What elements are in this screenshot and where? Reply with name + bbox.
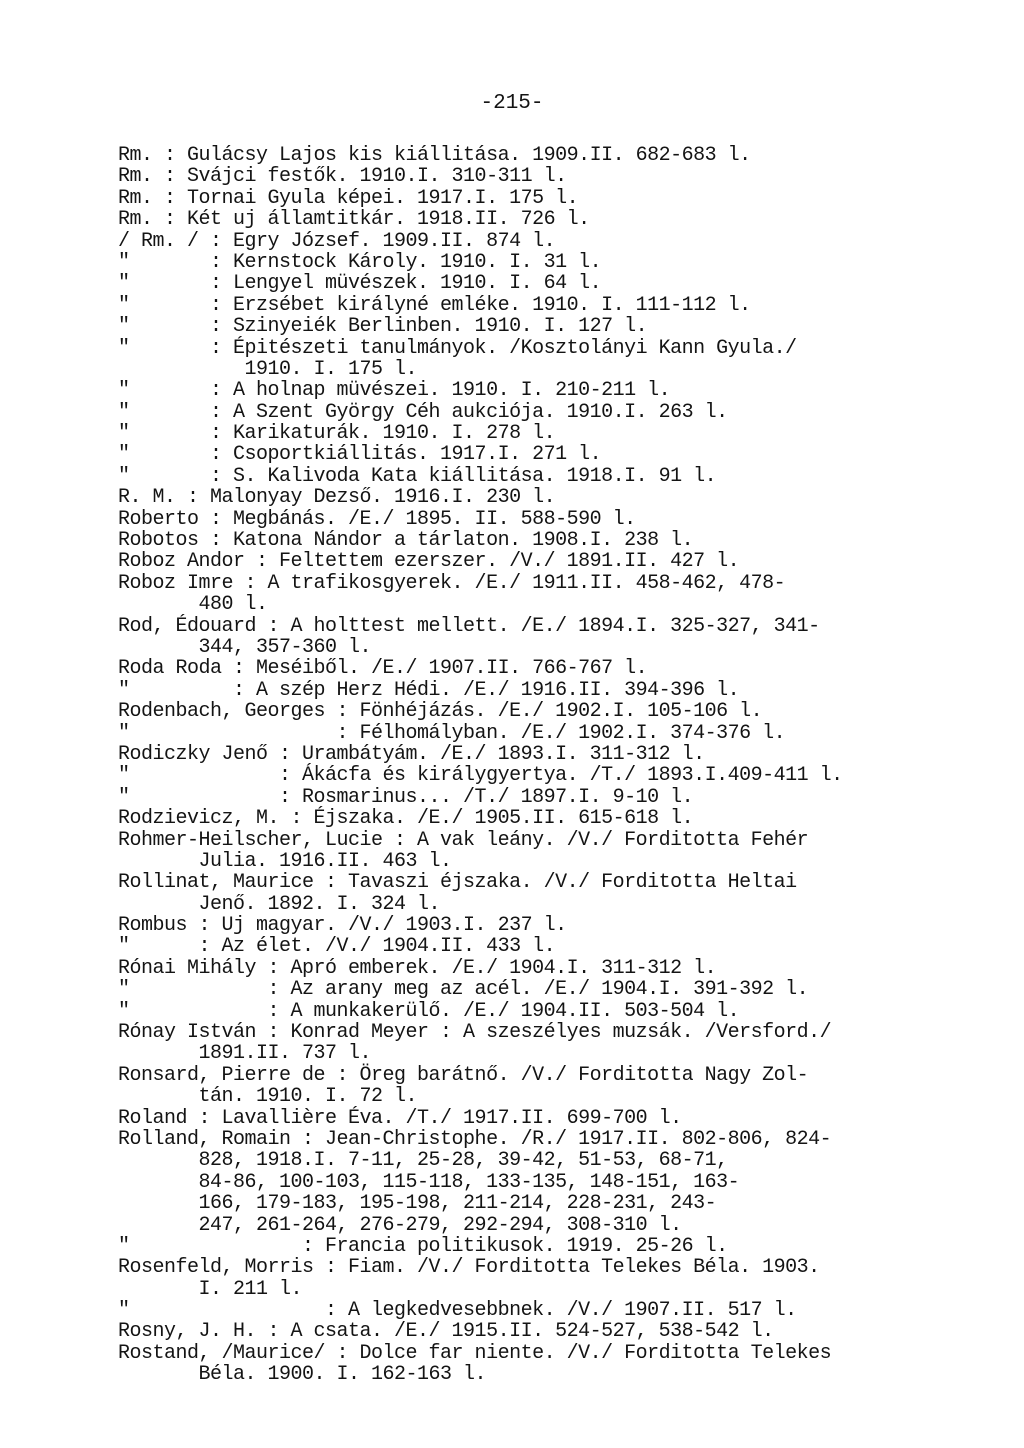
entry-line: Rodiczky Jenő : Urambátyám. /E./ 1893.I. 311-312 l. — [118, 742, 705, 766]
entry-line: " : A legkedvesebbnek. /V./ 1907.II. 517 l. — [118, 1299, 797, 1323]
entry-line: " : Az élet. /V./ 1904.II. 433 l. — [118, 935, 556, 959]
entry-line: Rónai Mihály : Apró emberek. /E./ 1904.I. 311-312 l. — [118, 956, 717, 980]
entry-line: Rostand, /Maurice/ : Dolce far niente. /V./ Forditotta Telekes — [118, 1341, 832, 1365]
entry-line: Rm. : Tornai Gyula képei. 1917.I. 175 l. — [118, 186, 579, 210]
entry-line: 828, 1918.I. 7-11, 25-28, 39-42, 51-53, 68-71, — [118, 1149, 728, 1173]
entry-line: Rodenbach, Georges : Fönhéjázás. /E./ 1902.I. 105-106 l. — [118, 700, 763, 724]
entry-line: " : A munkakerülő. /E./ 1904.II. 503-504 l. — [118, 999, 740, 1023]
entry-line: Rm. : Svájci festők. 1910.I. 310-311 l. — [118, 165, 567, 189]
entry-line: Roda Roda : Meséiből. /E./ 1907.II. 766-767 l. — [118, 657, 648, 681]
entry-line: / Rm. / : Egry József. 1909.II. 874 l. — [118, 229, 556, 253]
entry-line: " : Ákácfa és királygyertya. /T./ 1893.I.409-411 l. — [118, 764, 843, 788]
entry-line: " : Karikaturák. 1910. I. 278 l. — [118, 422, 556, 446]
entry-line: Robotos : Katona Nándor a tárlaton. 1908.I. 238 l. — [118, 529, 694, 553]
entry-line: 1891.II. 737 l. — [118, 1042, 372, 1066]
entry-line: Rm. : Gulácsy Lajos kis kiállitása. 1909.II. 682-683 l. — [118, 144, 751, 167]
entry-line: tán. 1910. I. 72 l. — [118, 1085, 418, 1109]
entry-line: " : Csoportkiállitás. 1917.I. 271 l. — [118, 443, 602, 467]
entry-line: " : Félhomályban. /E./ 1902.I. 374-376 l. — [118, 721, 786, 745]
entry-line: 247, 261-264, 276-279, 292-294, 308-310 l. — [118, 1213, 682, 1237]
entry-line: " : A szép Herz Hédi. /E./ 1916.II. 394-396 l. — [118, 678, 740, 702]
entry-line: " : A Szent György Céh aukciója. 1910.I. 263 l. — [118, 400, 728, 424]
entry-line: Rollinat, Maurice : Tavaszi éjszaka. /V./ Forditotta Heltai — [118, 871, 797, 895]
entry-line: Ronsard, Pierre de : Öreg barátnő. /V./ Forditotta Nagy Zol- — [118, 1063, 809, 1087]
entry-line: 84-86, 100-103, 115-118, 133-135, 148-151, 163- — [118, 1170, 740, 1194]
entry-line: Rombus : Uj magyar. /V./ 1903.I. 237 l. — [118, 914, 567, 938]
entry-line: 1910. I. 175 l. — [118, 357, 418, 381]
entry-line: " : Erzsébet királyné emléke. 1910. I. 111-112 l. — [118, 293, 751, 317]
entry-line: " : Szinyeiék Berlinben. 1910. I. 127 l. — [118, 315, 648, 339]
entry-line: 344, 357-360 l. — [118, 635, 372, 659]
entry-line: " : A holnap müvészei. 1910. I. 210-211 l. — [118, 379, 671, 403]
entry-line: Roberto : Megbánás. /E./ 1895. II. 588-590 l. — [118, 507, 636, 531]
bibliography-entries — [118, 145, 998, 1386]
entry-line: R. M. : Malonyay Dezső. 1916.I. 230 l. — [118, 486, 556, 510]
entry-line: 480 l. — [118, 593, 268, 617]
entry-line: Rónay István : Konrad Meyer : A szeszélyes muzsák. /Versford./ — [118, 1021, 832, 1045]
entry-line: " : Az arany meg az acél. /E./ 1904.I. 391-392 l. — [118, 978, 809, 1002]
entry-line: " : Épitészeti tanulmányok. /Kosztolányi Kann Gyula./ — [118, 336, 797, 360]
entry-line: Rosenfeld, Morris : Fiam. /V./ Forditotta Telekes Béla. 1903. — [118, 1256, 820, 1280]
entry-line: Rod, Édouard : A holttest mellett. /E./ 1894.I. 325-327, 341- — [118, 614, 820, 638]
entry-line: " : Kernstock Károly. 1910. I. 31 l. — [118, 250, 602, 274]
entry-line: Rosny, J. H. : A csata. /E./ 1915.II. 524-527, 538-542 l. — [118, 1320, 774, 1344]
entry-line: Jenő. 1892. I. 324 l. — [118, 892, 441, 916]
entry-line: " : Rosmarinus... /T./ 1897.I. 9-10 l. — [118, 785, 694, 809]
entry-line: " : S. Kalivoda Kata kiállitása. 1918.I. 91 l. — [118, 464, 717, 488]
entry-line: Rolland, Romain : Jean-Christophe. /R./ 1917.II. 802-806, 824- — [118, 1127, 832, 1151]
entry-line: Roland : Lavallière Éva. /T./ 1917.II. 699-700 l. — [118, 1106, 682, 1130]
entry-line: Roboz Imre : A trafikosgyerek. /E./ 1911.II. 458-462, 478- — [118, 571, 786, 595]
entry-line: " : Francia politikusok. 1919. 25-26 l. — [118, 1234, 728, 1258]
entry-line: Béla. 1900. I. 162-163 l. — [118, 1363, 487, 1387]
entry-line: Roboz Andor : Feltettem ezerszer. /V./ 1891.II. 427 l. — [118, 550, 740, 574]
page-number: -215- — [480, 92, 544, 115]
entry-line: 166, 179-183, 195-198, 211-214, 228-231, 243- — [118, 1192, 717, 1216]
entry-line: Julia. 1916.II. 463 l. — [118, 849, 452, 873]
entry-line: I. 211 l. — [118, 1277, 303, 1301]
entry-line: Rohmer-Heilscher, Lucie : A vak leány. /V./ Forditotta Fehér — [118, 828, 809, 852]
entry-line: " : Lengyel müvészek. 1910. I. 64 l. — [118, 272, 602, 296]
entry-line: Rodzievicz, M. : Éjszaka. /E./ 1905.II. 615-618 l. — [118, 807, 694, 831]
entry-line: Rm. : Két uj államtitkár. 1918.II. 726 l. — [118, 208, 590, 232]
